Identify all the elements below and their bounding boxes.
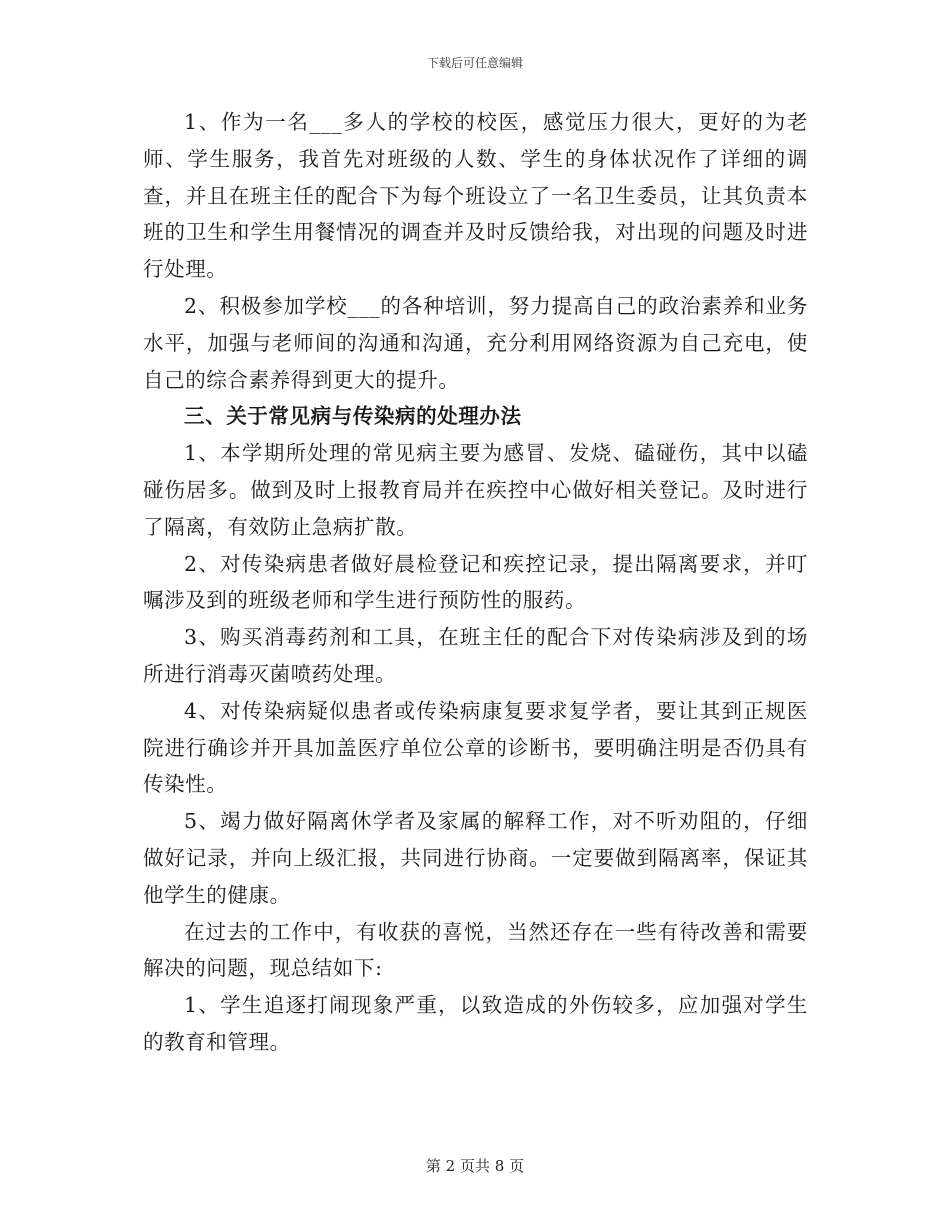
paragraph-3-3: 3、购买消毒药剂和工具，在班主任的配合下对传染病涉及到的场所进行消毒灭菌喷药处理。 — [143, 625, 808, 686]
paragraph-3-2: 2、对传染病患者做好晨检登记和疾控记录，提出隔离要求，并叮嘱涉及到的班级老师和学生进行预防性的服药。 — [143, 551, 808, 613]
section-heading-3: 三、关于常见病与传染病的处理办法 — [184, 404, 522, 429]
paragraph-2: 2、积极参加学校___的各种培训，努力提高自己的政治素养和业务水平，加强与老师间的沟通和沟通，充分利用网络资源为自己充电，使自己的综合素养得到更大的提升。 — [143, 293, 808, 392]
paragraph-3-5: 5、竭力做好隔离休学者及家属的解释工作，对不听劝阻的，仔细做好记录，并向上级汇报，共同进行协商。一定要做到隔离率，保证其他学生的健康。 — [143, 809, 808, 907]
document-body — [143, 104, 808, 1061]
page-footer: 第 2 页共 8 页 — [425, 1157, 525, 1175]
paragraph-3-4: 4、对传染病疑似患者或传染病康复要求复学者，要让其到正规医院进行确诊并开具加盖医疗单位公章的诊断书，要明确注明是否仍具有传染性。 — [143, 698, 808, 797]
summary-intro-paragraph: 在过去的工作中，有收获的喜悦，当然还存在一些有待改善和需要解决的问题，现总结如下: — [143, 919, 808, 981]
summary-item-1: 1、学生追逐打闹现象严重，以致造成的外伤较多，应加强对学生的教育和管理。 — [143, 993, 808, 1054]
paragraph-1: 1、作为一名___多人的学校的校医，感觉压力很大，更好的为老师、学生服务，我首先对班级的人数、学生的身体状况作了详细的调查，并且在班主任的配合下为每个班设立了一名卫生委员，让其负责本班的卫生和学生用餐情况的调查并及时反馈给我，对出现的问题及时进行处理。 — [143, 110, 808, 282]
paragraph-3-1: 1、本学期所处理的常见病主要为感冒、发烧、磕碰伤，其中以磕碰伤居多。做到及时上报教育局并在疾控中心做好相关登记。及时进行了隔离，有效防止急病扩散。 — [143, 441, 808, 539]
page-header: 下载后可任意编辑 — [426, 56, 523, 70]
